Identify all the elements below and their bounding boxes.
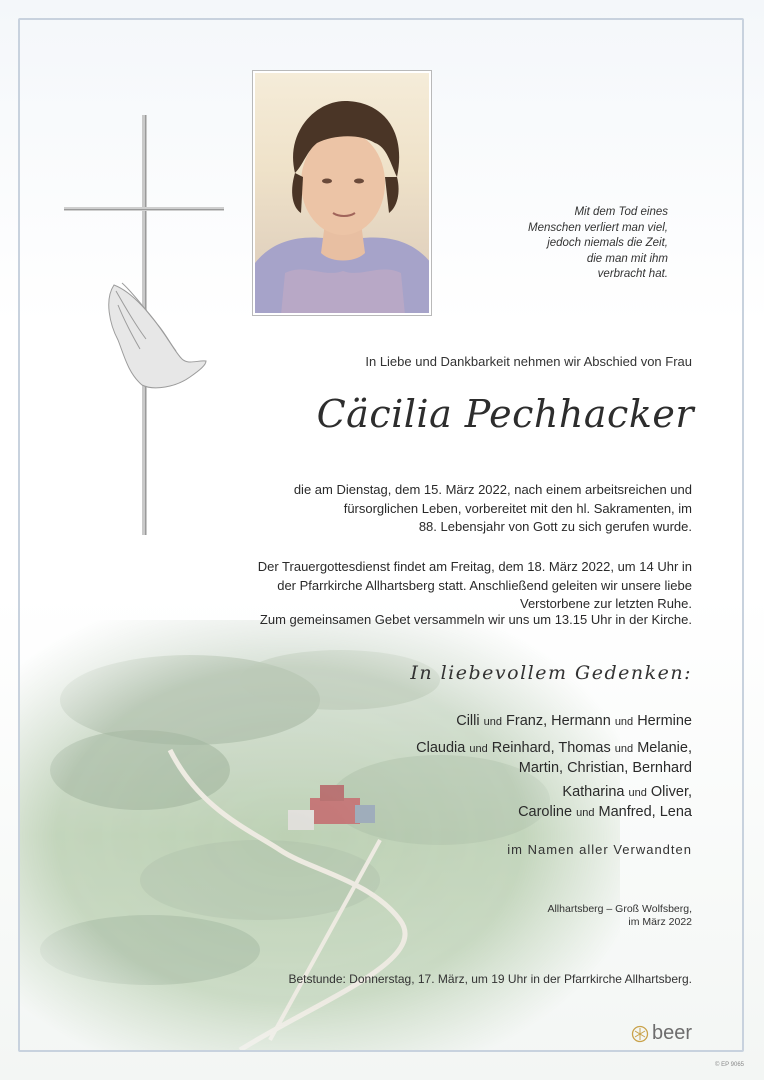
death-notice-line: fürsorglichen Leben, vorbereitet mit den hl. Sakramenten, im <box>343 500 692 516</box>
family-name: Claudia <box>416 740 466 756</box>
funeral-line: Verstorbene zur letzten Ruhe. <box>520 596 692 611</box>
intro-text: In Liebe und Dankbarkeit nehmen wir Abschied von Frau <box>365 354 692 369</box>
death-notice-line: 88. Lebensjahr von Gott zu sich gerufen wurde. <box>418 519 692 534</box>
quote-line: die man mit ihm <box>586 252 668 265</box>
remembrance-heading: In liebevollem Gedenken: <box>410 662 692 684</box>
funeral-info <box>258 558 692 614</box>
funeral-line: Der Trauergottesdienst findet am Freitag, dem 18. März 2022, um 14 Uhr in <box>257 559 692 574</box>
dandelion-icon <box>631 1025 649 1043</box>
family-row <box>456 712 692 732</box>
family-name: Hermine <box>637 713 692 729</box>
prayer-hour-note: Betstunde: Donnerstag, 17. März, um 19 Uhr in der Pfarrkirche Allhartsberg. <box>288 972 692 986</box>
portrait-image <box>255 73 429 313</box>
family-connector: und <box>614 716 634 728</box>
memorial-quote <box>468 205 668 283</box>
family-connector: und <box>628 787 647 799</box>
deceased-name: Cäcilia Pechhacker <box>316 392 694 436</box>
family-name: Reinhard, Thomas <box>491 740 611 756</box>
family-name: Caroline <box>518 804 573 820</box>
family-connector: und <box>614 743 634 755</box>
death-notice <box>294 481 692 537</box>
date-line: im März 2022 <box>628 916 692 928</box>
quote-line: Menschen verliert man viel, <box>528 221 668 234</box>
family-connector: und <box>483 716 502 728</box>
family-row <box>518 783 692 823</box>
praying-hands-icon <box>109 283 206 388</box>
logo-text: beer <box>651 1022 692 1044</box>
product-code: © EP 9065 <box>715 1062 744 1068</box>
quote-line: jedoch niemals die Zeit, <box>547 237 668 249</box>
family-name: Melanie, <box>637 740 692 756</box>
family-connector: und <box>469 743 488 755</box>
relatives-note: im Namen aller Verwandten <box>507 842 692 857</box>
quote-line: Mit dem Tod eines <box>574 206 668 218</box>
portrait-photo <box>252 70 432 316</box>
prayer-line: Zum gemeinsamen Gebet versammeln wir uns um 13.15 Uhr in der Kirche. <box>259 612 692 627</box>
funeral-line: der Pfarrkirche Allhartsberg statt. Anschließend geleiten wir unsere liebe <box>277 577 692 593</box>
family-row <box>416 739 692 778</box>
family-name: Cilli <box>456 713 480 729</box>
place-line: Allhartsberg – Groß Wolfsberg, <box>547 903 692 915</box>
prayer-info <box>260 611 692 630</box>
family-name: Martin, Christian, Bernhard <box>518 760 692 776</box>
cross-icon <box>58 115 238 535</box>
quote-line: verbracht hat. <box>597 268 668 280</box>
place-date <box>547 903 692 929</box>
family-connector: und <box>576 807 595 819</box>
family-name: Manfred, Lena <box>598 804 692 820</box>
death-notice-line: die am Dienstag, dem 15. März 2022, nach einem arbeitsreichen und <box>293 482 692 497</box>
family-name: Franz, Hermann <box>506 713 611 729</box>
family-name: Katharina <box>562 784 625 800</box>
beer-logo <box>631 1022 692 1045</box>
family-name: Oliver, <box>650 784 692 800</box>
